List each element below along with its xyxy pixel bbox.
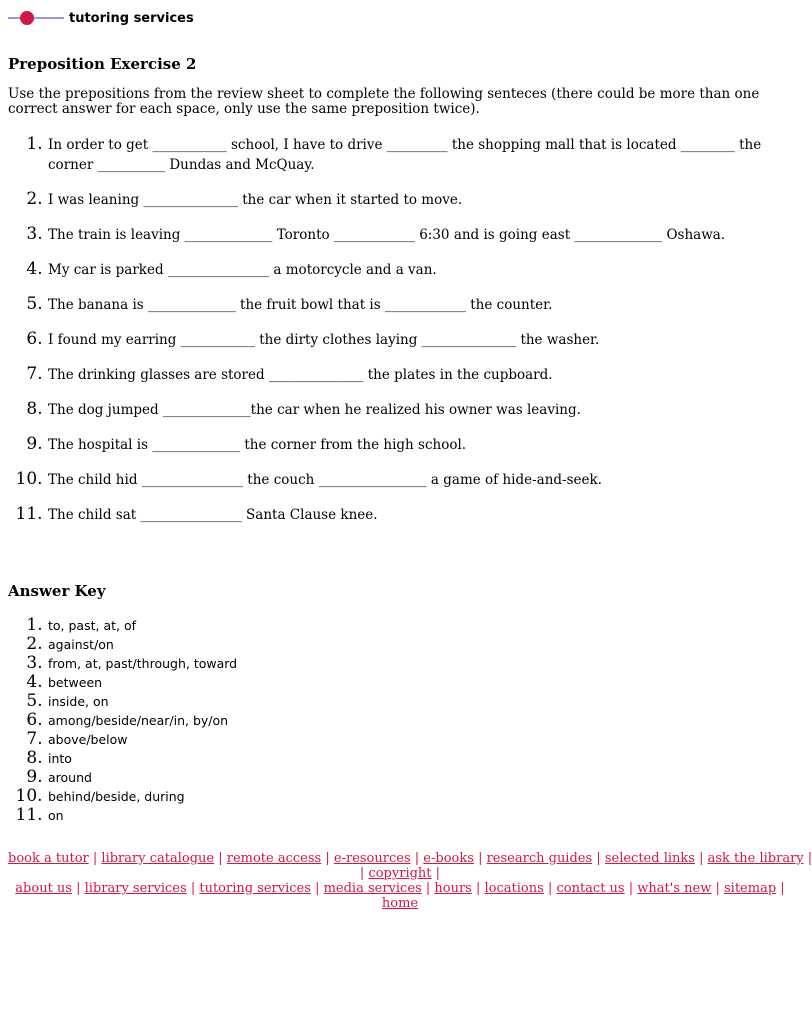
footer-row-3: [8, 881, 792, 896]
exercise-instructions: Use the prepositions from the review sheet to complete the following senteces (there could be more than one correct answer for each space, only use the same preposition twice).: [8, 86, 760, 117]
question-item: [48, 505, 792, 525]
footer-row-2: [8, 866, 792, 881]
footer-link-home[interactable]: home: [381, 896, 419, 911]
footer-link-selected-links[interactable]: selected links: [604, 851, 695, 866]
answer-item: [48, 787, 792, 806]
question-item: [48, 135, 792, 175]
footer-link-e-books[interactable]: e-books: [423, 851, 474, 866]
footer-link-locations[interactable]: locations: [484, 881, 544, 896]
footer-separator: |: [315, 881, 320, 896]
answer-item: [48, 635, 792, 654]
footer-link-ask-the-library[interactable]: ask the library: [707, 851, 804, 866]
answer-text: on: [48, 808, 64, 823]
footer-link-tutoring-services[interactable]: tutoring services: [199, 881, 311, 896]
question-text: The banana is _____________ the fruit bowl that is ____________ the counter.: [48, 297, 553, 313]
footer-separator: |: [435, 866, 441, 881]
footer-separator: |: [596, 851, 601, 866]
answer-text: from, at, past/through, toward: [48, 656, 238, 671]
footer-separator: |: [190, 881, 196, 896]
answer-key-title: Answer Key: [8, 582, 106, 600]
question-text: The dog jumped _____________the car when he realized his owner was leaving.: [48, 402, 581, 418]
footer-link-library-catalogue[interactable]: library catalogue: [101, 851, 215, 866]
question-text: I was leaning ______________ the car when it started to move.: [48, 192, 463, 208]
question-item: [48, 470, 792, 490]
question-text: The child sat _______________ Santa Clause knee.: [48, 507, 378, 523]
logo-dot-icon: [20, 11, 34, 25]
answer-item: [48, 749, 792, 768]
answer-item: [48, 730, 792, 749]
footer-link-about-us[interactable]: about us: [15, 881, 72, 896]
footer-link-research-guides[interactable]: research guides: [486, 851, 593, 866]
answer-text: to, past, at, of: [48, 618, 137, 633]
footer-separator: |: [475, 881, 481, 896]
question-item: [48, 190, 792, 210]
answer-item: [48, 768, 792, 787]
question-text: The train is leaving _____________ Toronto ____________ 6:30 and is going east _____________ Oshawa.: [48, 227, 726, 243]
question-item: [48, 400, 792, 420]
answer-text: above/below: [48, 732, 128, 747]
footer-link-copyright[interactable]: copyright: [368, 866, 432, 881]
answer-item: [48, 616, 792, 635]
footer-separator: |: [699, 851, 704, 866]
footer-link-book-a-tutor[interactable]: book a tutor: [8, 851, 89, 866]
answer-text: into: [48, 751, 72, 766]
footer-link-whats-new[interactable]: what's new: [637, 881, 712, 896]
footer-separator: |: [807, 851, 812, 866]
question-item: [48, 365, 792, 385]
logo: [8, 8, 792, 28]
footer-link-e-resources[interactable]: e-resources: [333, 851, 411, 866]
question-text: The drinking glasses are stored ______________ the plates in the cupboard.: [48, 367, 553, 383]
footer-separator: |: [218, 851, 223, 866]
footer-separator: |: [715, 881, 720, 896]
question-item: [48, 225, 792, 245]
answer-item: [48, 692, 792, 711]
footer-separator: |: [92, 851, 98, 866]
question-item: [48, 330, 792, 350]
footer-separator: |: [478, 851, 483, 866]
footer-link-hours[interactable]: hours: [434, 881, 472, 896]
footer-row-4: [8, 896, 792, 911]
answer-item: [48, 673, 792, 692]
footer-separator: |: [425, 881, 431, 896]
answer-key-list: [8, 616, 792, 825]
footer-separator: |: [547, 881, 553, 896]
logo-line: [8, 17, 64, 19]
logo-graphic: [8, 10, 64, 26]
page-title: Preposition Exercise 2: [8, 55, 197, 73]
footer-nav: [8, 851, 812, 911]
question-item: [48, 435, 792, 455]
footer-link-sitemap[interactable]: sitemap: [724, 881, 777, 896]
question-item: [48, 295, 792, 315]
answer-text: among/beside/near/in, by/on: [48, 713, 229, 728]
answer-text: between: [48, 675, 103, 690]
footer-separator: |: [76, 881, 81, 896]
answer-text: against/on: [48, 637, 114, 652]
answer-text: inside, on: [48, 694, 109, 709]
question-text: In order to get ___________ school, I have to drive _________ the shopping mall that is located ________ the corner __________ Dundas and McQuay.: [48, 137, 762, 173]
question-text: The child hid _______________ the couch ________________ a game of hide-and-seek.: [48, 472, 602, 488]
footer-link-library-services[interactable]: library services: [84, 881, 187, 896]
footer-link-remote-access[interactable]: remote access: [226, 851, 322, 866]
answer-text: behind/beside, during: [48, 789, 185, 804]
footer-link-contact-us[interactable]: contact us: [556, 881, 625, 896]
footer-separator: |: [628, 881, 634, 896]
answer-item: [48, 654, 792, 673]
question-item: [48, 260, 792, 280]
question-text: I found my earring ___________ the dirty clothes laying ______________ the washer.: [48, 332, 600, 348]
footer-link-media-services[interactable]: media services: [323, 881, 422, 896]
footer-separator: |: [414, 851, 420, 866]
answer-text: around: [48, 770, 92, 785]
footer-separator: |: [359, 866, 365, 881]
answer-item: [48, 711, 792, 730]
footer-separator: |: [325, 851, 330, 866]
footer-separator: |: [780, 881, 785, 896]
footer-row-1: [8, 851, 812, 866]
question-text: The hospital is _____________ the corner from the high school.: [48, 437, 467, 453]
question-text: My car is parked _______________ a motorcycle and a van.: [48, 262, 437, 278]
answer-item: [48, 806, 792, 825]
logo-text: tutoring services: [69, 10, 194, 26]
exercise-question-list: [8, 135, 792, 525]
